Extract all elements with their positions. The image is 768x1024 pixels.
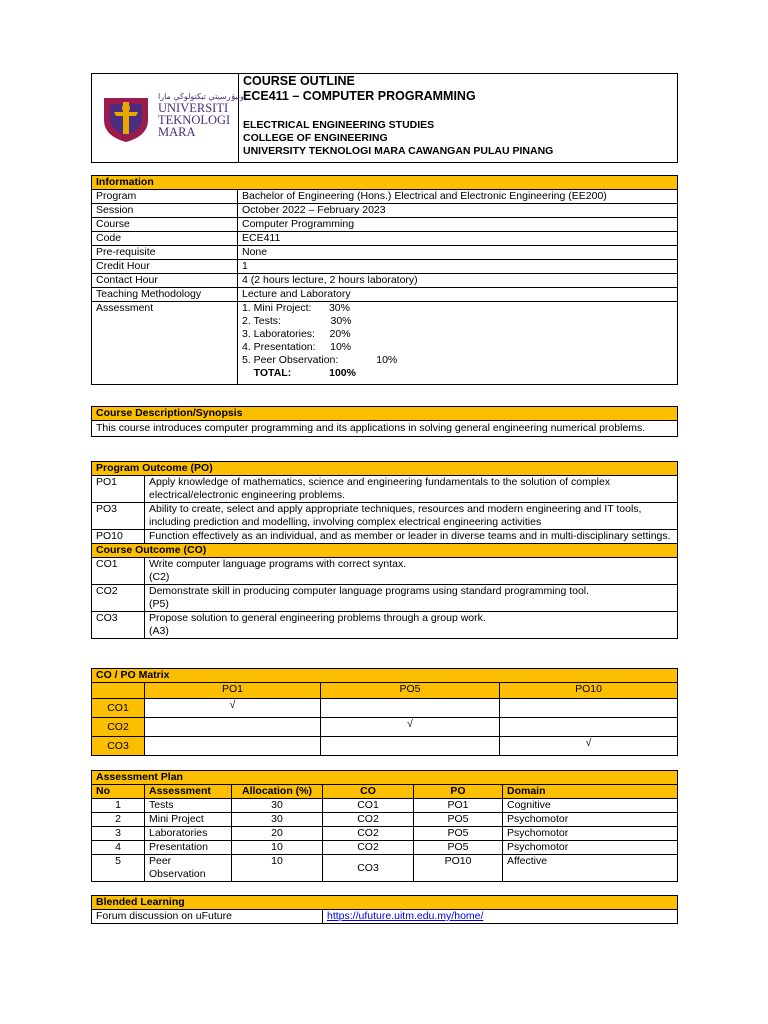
table-row [92,737,678,756]
plan-co: CO2 [323,827,414,841]
co-text-cell [145,585,678,612]
matrix-cell [500,699,678,718]
plan-assessment: Mini Project [145,813,232,827]
description-text: This course introduces computer programming and its applications in solving general engineering numerical problems. [92,421,678,437]
po-text: Apply knowledge of mathematics, science and engineering fundamentals to the solution of complex electrical/electronic engineering problems. [145,476,678,503]
info-value: None [238,246,678,260]
document-header [91,73,678,163]
co-text: Write computer language programs with correct syntax. [149,558,407,570]
header-text-block [238,74,677,162]
table-row [92,530,678,544]
plan-no: 3 [92,827,145,841]
plan-co: CO2 [323,813,414,827]
info-label: Contact Hour [92,274,238,288]
table-row [92,204,678,218]
po-code: PO1 [92,476,145,503]
info-value: Lecture and Laboratory [238,288,678,302]
info-value: 1 [238,260,678,274]
plan-po: PO5 [414,813,503,827]
assessment-breakdown [238,302,678,385]
po-text: Function effectively as an individual, and as member or leader in diverse teams and in multi-disciplinary settings. [145,530,678,544]
table-row [92,246,678,260]
matrix-cell [145,718,321,737]
col-header: Domain [503,785,678,799]
table-row [92,218,678,232]
outcome-table [91,461,678,639]
blended-label: Forum discussion on uFuture [92,910,323,924]
table-row [92,841,678,855]
table-row [92,503,678,530]
col-header: Assessment [145,785,232,799]
co-text-cell [145,612,678,639]
dept-name: ELECTRICAL ENGINEERING STUDIES [243,119,435,131]
logo-line-3: MARA [158,125,196,139]
plan-allocation: 20 [232,827,323,841]
plan-allocation: 10 [232,855,323,882]
co-code: CO2 [92,585,145,612]
blended-link-cell [323,910,678,924]
ufuture-link[interactable]: https://ufuture.uitm.edu.my/home/ [327,910,484,922]
table-row [92,612,678,639]
co-text: Demonstrate skill in producing computer language programs using standard programming tool. [149,585,590,597]
plan-po: PO5 [414,827,503,841]
assessment-label: Assessment [92,302,238,385]
info-value: Computer Programming [238,218,678,232]
plan-allocation: 30 [232,813,323,827]
matrix-cell [500,718,678,737]
matrix-cell: √ [145,699,321,718]
table-row [92,232,678,246]
table-row [92,813,678,827]
assessment-item: 3. Laboratories: 20% [242,328,351,340]
matrix-col-po1: PO1 [145,683,321,699]
info-value: 4 (2 hours lecture, 2 hours laboratory) [238,274,678,288]
co-code: CO1 [92,558,145,585]
plan-allocation: 30 [232,799,323,813]
info-label: Program [92,190,238,204]
plan-allocation: 10 [232,841,323,855]
plan-co: CO2 [323,841,414,855]
info-label: Session [92,204,238,218]
table-row [92,585,678,612]
co-level: (A3) [149,625,169,637]
po-heading: Program Outcome (PO) [92,462,678,476]
info-value: Bachelor of Engineering (Hons.) Electrical and Electronic Engineering (EE200) [238,190,678,204]
table-row [92,699,678,718]
plan-domain: Psychomotor [503,841,678,855]
info-label: Code [92,232,238,246]
assessment-item: 1. Mini Project: 30% [242,302,350,314]
plan-po: PO10 [414,855,503,882]
plan-domain: Cognitive [503,799,678,813]
plan-no: 5 [92,855,145,882]
course-title: ECE411 – COMPUTER PROGRAMMING [243,89,476,103]
plan-domain: Psychomotor [503,827,678,841]
college-name: COLLEGE OF ENGINEERING [243,132,388,144]
matrix-row-co: CO2 [92,718,145,737]
blended-learning-table [91,895,678,924]
co-po-matrix [91,668,678,756]
co-text-cell [145,558,678,585]
assessment-item: 5. Peer Observation: 10% [242,354,398,366]
plan-co: CO1 [323,799,414,813]
po-text: Ability to create, select and apply appropriate techniques, resources and modern engineering and IT tools, including prediction and modelling, involving complex electrical engineering activities [145,503,678,530]
info-value: ECE411 [238,232,678,246]
table-row [92,476,678,503]
table-row [92,718,678,737]
matrix-heading: CO / PO Matrix [92,669,678,683]
col-header: CO [323,785,414,799]
plan-domain: Psychomotor [503,813,678,827]
col-header: PO [414,785,503,799]
plan-co: CO3 [323,855,414,882]
po-code: PO3 [92,503,145,530]
course-outline-title: COURSE OUTLINE [243,74,355,88]
matrix-cell: √ [500,737,678,756]
co-level: (C2) [149,571,170,583]
col-header: No [92,785,145,799]
plan-no: 1 [92,799,145,813]
table-row [92,302,678,385]
table-row [92,799,678,813]
logo-wordmark [158,102,230,138]
plan-no: 2 [92,813,145,827]
table-row [92,260,678,274]
logo-arabic-text: ونيۏرسيتي تيكنولوڬي مارا [158,92,244,101]
table-row [92,827,678,841]
table-row [92,288,678,302]
plan-assessment: Tests [145,799,232,813]
blended-heading: Blended Learning [92,896,678,910]
info-label: Credit Hour [92,260,238,274]
matrix-row-co: CO1 [92,699,145,718]
assessment-total: TOTAL: 100% [242,367,356,379]
matrix-cell: √ [321,718,500,737]
co-level: (P5) [149,598,169,610]
matrix-cell [145,737,321,756]
university-name: UNIVERSITY TEKNOLOGI MARA CAWANGAN PULAU PINANG [243,145,554,157]
logo-line-2: TEKNOLOGI [158,113,231,127]
information-heading: Information [92,176,678,190]
uitm-crest-icon [100,92,152,144]
co-code: CO3 [92,612,145,639]
logo-line-1: UNIVERSITI [158,101,229,115]
matrix-col-po5: PO5 [321,683,500,699]
co-heading: Course Outcome (CO) [92,544,678,558]
plan-assessment: Laboratories [145,827,232,841]
matrix-cell [321,737,500,756]
info-value: October 2022 – February 2023 [238,204,678,218]
plan-assessment: Peer Observation [145,855,232,882]
matrix-row-co: CO3 [92,737,145,756]
assessment-plan-table [91,770,678,882]
plan-po: PO5 [414,841,503,855]
plan-po: PO1 [414,799,503,813]
table-row [92,274,678,288]
assessment-item: 4. Presentation: 10% [242,341,352,353]
info-label: Pre-requisite [92,246,238,260]
table-row [92,855,678,882]
plan-assessment: Presentation [145,841,232,855]
info-label: Teaching Methodology [92,288,238,302]
table-row [92,558,678,585]
po-code: PO10 [92,530,145,544]
description-heading: Course Description/Synopsis [92,407,678,421]
info-label: Course [92,218,238,232]
matrix-corner [92,683,145,699]
assessment-plan-heading: Assessment Plan [92,771,678,785]
assessment-item: 2. Tests: 30% [242,315,352,327]
co-text: Propose solution to general engineering problems through a group work. [149,612,486,624]
plan-domain: Affective [503,855,678,882]
information-table [91,175,678,385]
col-header: Allocation (%) [232,785,323,799]
matrix-cell [321,699,500,718]
description-table [91,406,678,437]
matrix-col-po10: PO10 [500,683,678,699]
plan-no: 4 [92,841,145,855]
uitm-logo [100,92,244,142]
table-row [92,190,678,204]
